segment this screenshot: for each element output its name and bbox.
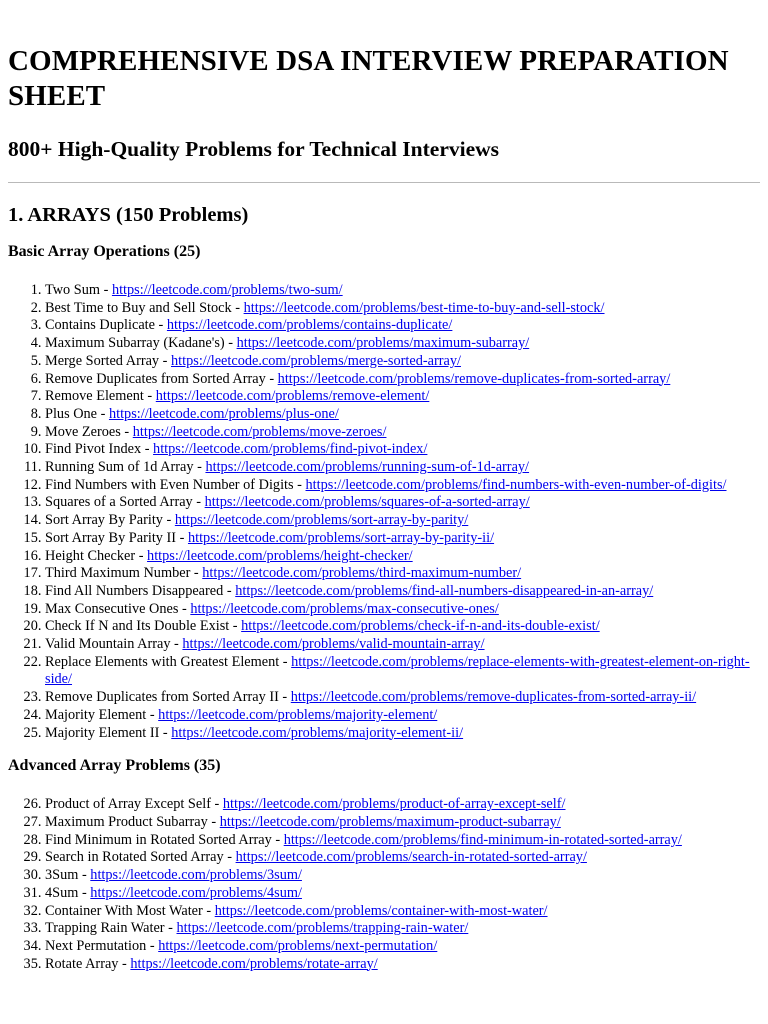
list-item: 19. Max Consecutive Ones - https://leetcode.com/problems/max-consecutive-ones/ [45, 601, 760, 619]
problem-link[interactable]: https://leetcode.com/problems/sort-array-by-parity-ii/ [187, 529, 495, 546]
problem-name: Rotate Array [45, 955, 119, 972]
list-item: 23. Remove Duplicates from Sorted Array II - https://leetcode.com/problems/remove-duplicates-from-sorted-array-ii/ [45, 689, 760, 707]
list-item: 17. Third Maximum Number - https://leetcode.com/problems/third-maximum-number/ [45, 565, 760, 583]
group-heading-basic: Basic Array Operations (25) [8, 243, 201, 260]
problem-name: Maximum Product Subarray [45, 813, 208, 830]
list-item: 20. Check If N and Its Double Exist - https://leetcode.com/problems/check-if-n-and-its-double-exist/ [45, 618, 760, 636]
problem-name: 4Sum [45, 884, 79, 901]
problem-name: Product of Array Except Self [45, 796, 211, 813]
list-item: 35. Rotate Array - https://leetcode.com/problems/rotate-array/ [45, 956, 760, 974]
problem-link[interactable]: https://leetcode.com/problems/product-of-array-except-self/ [222, 796, 566, 813]
problem-link[interactable]: https://leetcode.com/problems/search-in-rotated-sorted-array/ [235, 849, 587, 866]
problem-link[interactable]: https://leetcode.com/problems/rotate-array/ [130, 955, 378, 972]
list-item: 25. Majority Element II - https://leetcode.com/problems/majority-element-ii/ [45, 725, 760, 743]
problem-name: Search in Rotated Sorted Array [45, 849, 224, 866]
problem-link[interactable]: https://leetcode.com/problems/remove-duplicates-from-sorted-array/ [277, 370, 671, 387]
list-item: 14. Sort Array By Parity - https://leetcode.com/problems/sort-array-by-parity/ [45, 512, 760, 530]
problem-link[interactable]: https://leetcode.com/problems/sort-array-by-parity/ [174, 512, 469, 529]
problem-name: Merge Sorted Array [45, 352, 160, 369]
problem-link[interactable]: https://leetcode.com/problems/max-consecutive-ones/ [190, 600, 499, 617]
list-item: 32. Container With Most Water - https://leetcode.com/problems/container-with-most-water/ [45, 903, 760, 921]
problem-link[interactable]: https://leetcode.com/problems/find-minimum-in-rotated-sorted-array/ [283, 831, 682, 848]
problem-list-basic [8, 282, 760, 742]
list-item: 9. Move Zeroes - https://leetcode.com/problems/move-zeroes/ [45, 424, 760, 442]
list-item: 4. Maximum Subarray (Kadane's) - https://leetcode.com/problems/maximum-subarray/ [45, 335, 760, 353]
problem-name: Remove Duplicates from Sorted Array [45, 370, 266, 387]
list-item: 8. Plus One - https://leetcode.com/problems/plus-one/ [45, 406, 760, 424]
problem-name: Trapping Rain Water [45, 920, 165, 937]
problem-link[interactable]: https://leetcode.com/problems/move-zeroes/ [132, 423, 387, 440]
list-item: 16. Height Checker - https://leetcode.com/problems/height-checker/ [45, 548, 760, 566]
problem-name: Container With Most Water [45, 902, 203, 919]
problem-link[interactable]: https://leetcode.com/problems/check-if-n-and-its-double-exist/ [241, 618, 600, 635]
problem-name: Valid Mountain Array [45, 636, 171, 653]
list-item: 6. Remove Duplicates from Sorted Array - https://leetcode.com/problems/remove-duplicates-from-sorted-array/ [45, 371, 760, 389]
problem-link[interactable]: https://leetcode.com/problems/majority-element/ [158, 706, 438, 723]
problem-name: Third Maximum Number [45, 565, 191, 582]
problem-link[interactable]: https://leetcode.com/problems/plus-one/ [108, 405, 339, 422]
problem-name: Move Zeroes [45, 423, 121, 440]
list-item: 31. 4Sum - https://leetcode.com/problems/4sum/ [45, 885, 760, 903]
problem-link[interactable]: https://leetcode.com/problems/maximum-product-subarray/ [219, 813, 561, 830]
list-item: 27. Maximum Product Subarray - https://leetcode.com/problems/maximum-product-subarray/ [45, 814, 760, 832]
problem-link[interactable]: https://leetcode.com/problems/valid-mountain-array/ [182, 636, 485, 653]
list-item: 11. Running Sum of 1d Array - https://leetcode.com/problems/running-sum-of-1d-array/ [45, 459, 760, 477]
problem-link[interactable]: https://leetcode.com/problems/maximum-subarray/ [236, 335, 530, 352]
list-item: 5. Merge Sorted Array - https://leetcode.com/problems/merge-sorted-array/ [45, 353, 760, 371]
problem-name: Check If N and Its Double Exist [45, 618, 230, 635]
problem-link[interactable]: https://leetcode.com/problems/find-pivot-index/ [153, 441, 428, 458]
problem-name: Max Consecutive Ones [45, 600, 179, 617]
problem-link[interactable]: https://leetcode.com/problems/third-maximum-number/ [202, 565, 522, 582]
list-item: 28. Find Minimum in Rotated Sorted Array - https://leetcode.com/problems/find-minimum-in-rotated-sorted-array/ [45, 832, 760, 850]
problem-name: Running Sum of 1d Array [45, 459, 194, 476]
problem-name: Squares of a Sorted Array [45, 494, 193, 511]
problem-link[interactable]: https://leetcode.com/problems/running-sum-of-1d-array/ [205, 459, 530, 476]
problem-link[interactable]: https://leetcode.com/problems/two-sum/ [111, 282, 343, 298]
list-item: 10. Find Pivot Index - https://leetcode.com/problems/find-pivot-index/ [45, 441, 760, 459]
problem-link[interactable]: https://leetcode.com/problems/majority-element-ii/ [171, 724, 464, 741]
problem-name: Majority Element II [45, 724, 160, 741]
problem-link[interactable]: https://leetcode.com/problems/replace-elements-with-greatest-element-on-right-side/ [45, 653, 750, 688]
problem-list-advanced [8, 796, 760, 973]
problem-link[interactable]: https://leetcode.com/problems/4sum/ [90, 884, 302, 901]
problem-link[interactable]: https://leetcode.com/problems/container-with-most-water/ [214, 902, 548, 919]
list-item: 7. Remove Element - https://leetcode.com/problems/remove-element/ [45, 388, 760, 406]
list-item: 1. Two Sum - https://leetcode.com/problems/two-sum/ [45, 282, 760, 300]
problem-link[interactable]: https://leetcode.com/problems/find-numbers-with-even-number-of-digits/ [305, 476, 727, 493]
problem-name: Find Numbers with Even Number of Digits [45, 476, 294, 493]
list-item: 26. Product of Array Except Self - https://leetcode.com/problems/product-of-array-except-self/ [45, 796, 760, 814]
problem-name: Maximum Subarray (Kadane's) [45, 335, 225, 352]
list-item: 22. Replace Elements with Greatest Element - https://leetcode.com/problems/replace-elements-with-greatest-element-on-right-side/ [45, 654, 760, 689]
problem-name: Best Time to Buy and Sell Stock [45, 299, 232, 316]
list-item: 2. Best Time to Buy and Sell Stock - https://leetcode.com/problems/best-time-to-buy-and-sell-stock/ [45, 300, 760, 318]
problem-name: Two Sum [45, 282, 101, 298]
section-heading: 1. ARRAYS (150 Problems) [8, 204, 249, 226]
list-item: 15. Sort Array By Parity II - https://leetcode.com/problems/sort-array-by-parity-ii/ [45, 530, 760, 548]
problem-name: Sort Array By Parity II [45, 529, 177, 546]
list-item: 30. 3Sum - https://leetcode.com/problems/3sum/ [45, 867, 760, 885]
problem-name: Contains Duplicate [45, 317, 155, 334]
list-item: 33. Trapping Rain Water - https://leetcode.com/problems/trapping-rain-water/ [45, 920, 760, 938]
problem-link[interactable]: https://leetcode.com/problems/contains-duplicate/ [166, 317, 453, 334]
problem-name: Sort Array By Parity [45, 512, 163, 529]
group-heading-advanced: Advanced Array Problems (35) [8, 757, 221, 775]
problem-link[interactable]: https://leetcode.com/problems/3sum/ [90, 867, 302, 884]
problem-name: 3Sum [45, 867, 79, 884]
problem-link[interactable]: https://leetcode.com/problems/best-time-to-buy-and-sell-stock/ [243, 299, 605, 316]
problem-name: Replace Elements with Greatest Element [45, 653, 280, 670]
problem-link[interactable]: https://leetcode.com/problems/squares-of-a-sorted-array/ [204, 494, 530, 511]
problem-name: Majority Element [45, 706, 147, 723]
problem-link[interactable]: https://leetcode.com/problems/remove-duplicates-from-sorted-array-ii/ [290, 689, 697, 706]
problem-link[interactable]: https://leetcode.com/problems/merge-sorted-array/ [171, 352, 461, 369]
page-title: COMPREHENSIVE DSA INTERVIEW PREPARATION SHEET [8, 45, 729, 112]
problem-name: Height Checker [45, 547, 136, 564]
problem-name: Find Minimum in Rotated Sorted Array [45, 831, 272, 848]
problem-link[interactable]: https://leetcode.com/problems/find-all-numbers-disappeared-in-an-array/ [235, 582, 654, 599]
list-item: 24. Majority Element - https://leetcode.com/problems/majority-element/ [45, 707, 760, 725]
list-item: 13. Squares of a Sorted Array - https://leetcode.com/problems/squares-of-a-sorted-array/ [45, 494, 760, 512]
problem-name: Next Permutation [45, 937, 147, 954]
problem-link[interactable]: https://leetcode.com/problems/trapping-rain-water/ [176, 920, 469, 937]
divider [8, 182, 760, 183]
list-item: 3. Contains Duplicate - https://leetcode.com/problems/contains-duplicate/ [45, 317, 760, 335]
problem-name: Plus One [45, 405, 98, 422]
problem-name: Find Pivot Index [45, 441, 142, 458]
problem-name: Find All Numbers Disappeared [45, 582, 224, 599]
list-item: 29. Search in Rotated Sorted Array - https://leetcode.com/problems/search-in-rotated-sorted-array/ [45, 849, 760, 867]
list-item: 18. Find All Numbers Disappeared - https://leetcode.com/problems/find-all-numbers-disappeared-in-an-array/ [45, 583, 760, 601]
problem-link[interactable]: https://leetcode.com/problems/remove-element/ [155, 388, 430, 405]
page-subtitle: 800+ High-Quality Problems for Technical Interviews [8, 137, 500, 161]
problem-name: Remove Element [45, 388, 144, 405]
list-item: 12. Find Numbers with Even Number of Digits - https://leetcode.com/problems/find-numbers-with-even-number-of-digits/ [45, 477, 760, 495]
problem-link[interactable]: https://leetcode.com/problems/next-permutation/ [158, 937, 438, 954]
problem-name: Remove Duplicates from Sorted Array II [45, 689, 279, 706]
list-item: 34. Next Permutation - https://leetcode.com/problems/next-permutation/ [45, 938, 760, 956]
list-item: 21. Valid Mountain Array - https://leetcode.com/problems/valid-mountain-array/ [45, 636, 760, 654]
problem-link[interactable]: https://leetcode.com/problems/height-checker/ [147, 547, 413, 564]
